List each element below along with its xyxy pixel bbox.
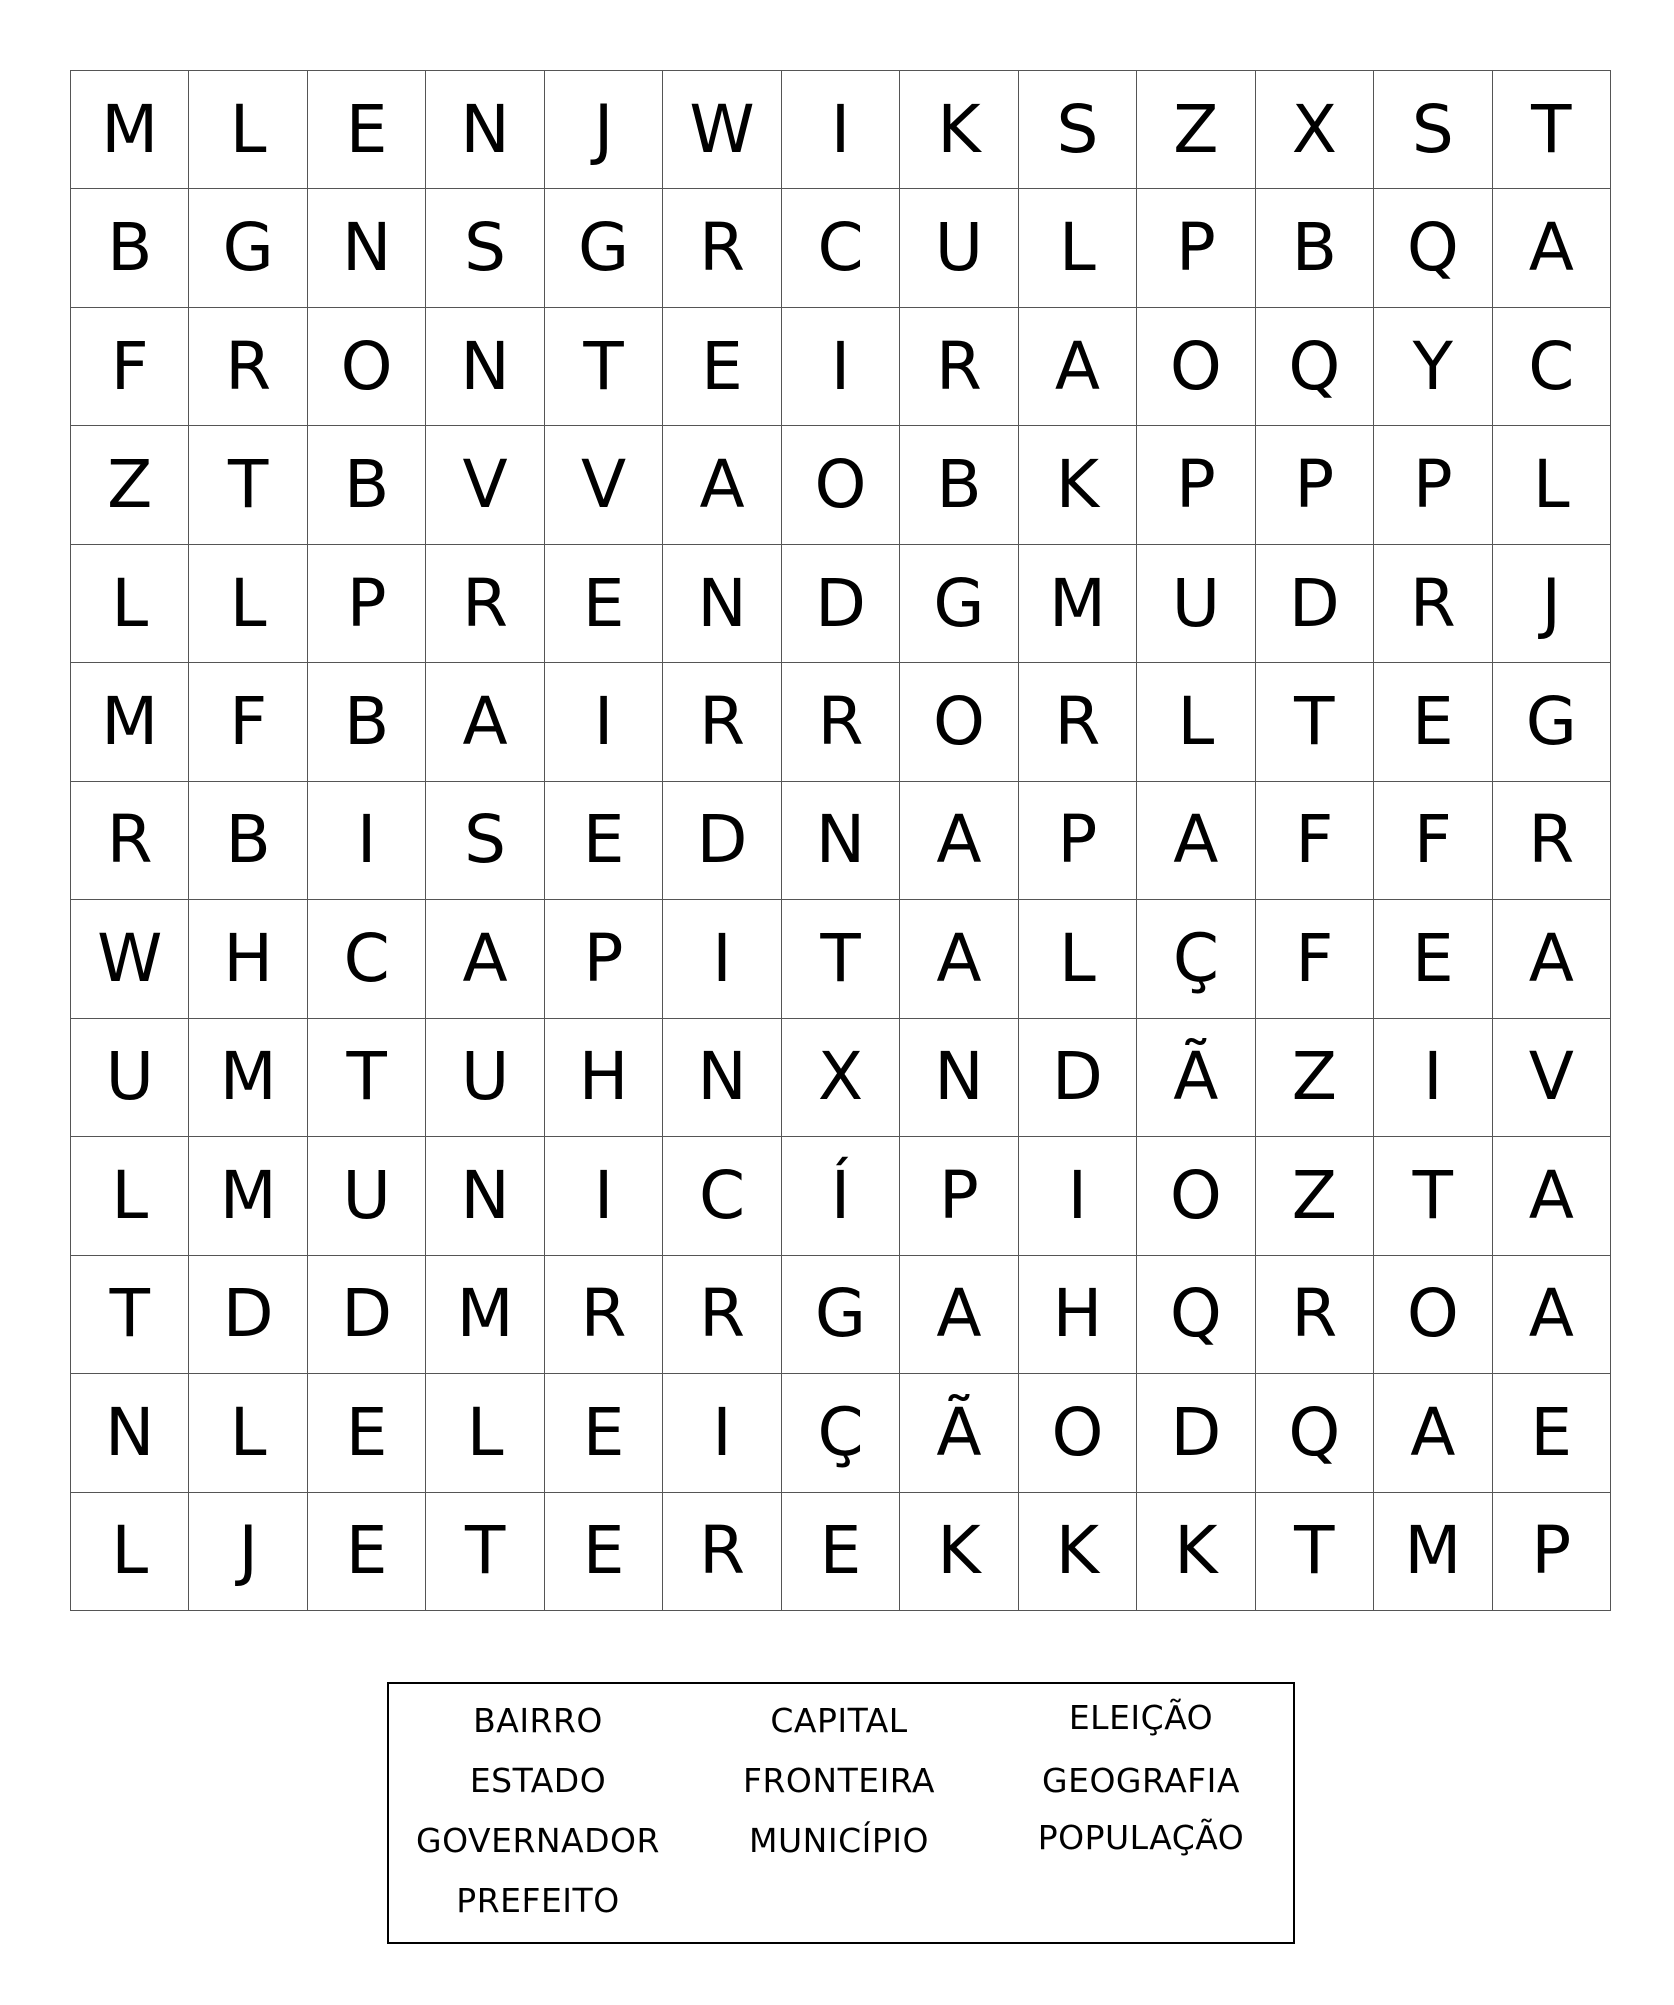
grid-cell[interactable]: R [1256,1256,1374,1374]
grid-cell[interactable]: D [189,1256,307,1374]
grid-cell[interactable]: R [189,308,307,426]
grid-cell[interactable]: A [1493,900,1611,1018]
word-bank-item: GEOGRAFIA [1042,1761,1240,1800]
grid-cell[interactable]: N [426,308,544,426]
grid-cell[interactable]: O [1019,1374,1137,1492]
grid-cell[interactable]: I [545,663,663,781]
grid-cell[interactable]: Q [1137,1256,1255,1374]
grid-cell[interactable]: K [900,71,1018,189]
grid-cell[interactable]: P [545,900,663,1018]
grid-cell[interactable]: U [308,1137,426,1255]
grid-cell[interactable]: U [426,1019,544,1137]
grid-cell[interactable]: F [71,308,189,426]
grid-cell[interactable]: L [71,1137,189,1255]
grid-cell[interactable]: A [1137,782,1255,900]
grid-cell[interactable]: M [1019,545,1137,663]
word-bank-item: MUNICÍPIO [749,1821,929,1860]
grid-cell[interactable]: T [1256,1493,1374,1611]
grid-cell[interactable]: S [426,189,544,307]
grid-cell[interactable]: M [189,1137,307,1255]
grid-cell[interactable]: M [189,1019,307,1137]
grid-cell[interactable]: P [1019,782,1137,900]
grid-cell[interactable]: G [782,1256,900,1374]
grid-cell[interactable]: R [1493,782,1611,900]
grid-cell[interactable]: N [782,782,900,900]
grid-cell[interactable]: C [663,1137,781,1255]
grid-cell[interactable]: S [1374,71,1492,189]
grid-cell[interactable]: Ã [1137,1019,1255,1137]
grid-cell[interactable]: F [189,663,307,781]
grid-cell[interactable]: A [1019,308,1137,426]
word-bank-item: BAIRRO [473,1701,603,1740]
word-bank [387,1682,1295,1944]
grid-cell[interactable]: A [426,663,544,781]
grid-cell[interactable]: L [71,545,189,663]
grid-cell[interactable]: O [1374,1256,1492,1374]
grid-cell[interactable]: O [308,308,426,426]
grid-cell[interactable]: S [1019,71,1137,189]
grid-cell[interactable]: Ç [1137,900,1255,1018]
grid-cell[interactable]: I [663,1374,781,1492]
grid-cell[interactable]: R [1374,545,1492,663]
grid-cell[interactable]: U [1137,545,1255,663]
grid-cell[interactable]: C [782,189,900,307]
grid-cell[interactable]: K [1019,1493,1137,1611]
grid-cell[interactable]: H [1019,1256,1137,1374]
grid-cell[interactable]: C [1493,308,1611,426]
grid-cell[interactable]: R [545,1256,663,1374]
grid-cell[interactable]: B [900,426,1018,544]
grid-cell[interactable]: G [1493,663,1611,781]
grid-cell[interactable]: Z [71,426,189,544]
grid-cell[interactable]: H [189,900,307,1018]
grid-cell[interactable]: O [1137,308,1255,426]
grid-cell[interactable]: N [71,1374,189,1492]
grid-cell[interactable]: I [782,71,900,189]
grid-cell[interactable]: J [189,1493,307,1611]
grid-cell[interactable]: O [900,663,1018,781]
grid-cell[interactable]: R [900,308,1018,426]
grid-cell[interactable]: A [663,426,781,544]
grid-cell[interactable]: I [1019,1137,1137,1255]
grid-cell[interactable]: E [545,782,663,900]
grid-cell[interactable]: Ç [782,1374,900,1492]
grid-cell[interactable]: M [71,71,189,189]
grid-cell[interactable]: T [189,426,307,544]
grid-cell[interactable]: F [1374,782,1492,900]
grid-cell[interactable]: Z [1137,71,1255,189]
grid-cell[interactable]: A [900,782,1018,900]
grid-cell[interactable]: P [900,1137,1018,1255]
grid-cell[interactable]: S [426,782,544,900]
grid-cell[interactable]: L [1019,900,1137,1018]
grid-cell[interactable]: U [900,189,1018,307]
grid-cell[interactable]: K [900,1493,1018,1611]
grid-cell[interactable]: P [308,545,426,663]
grid-cell[interactable]: Y [1374,308,1492,426]
grid-cell[interactable]: R [71,782,189,900]
grid-cell[interactable]: G [189,189,307,307]
grid-cell[interactable]: N [426,1137,544,1255]
grid-cell[interactable]: E [1374,900,1492,1018]
grid-cell[interactable]: L [1493,426,1611,544]
grid-cell[interactable]: E [782,1493,900,1611]
grid-cell[interactable]: E [1493,1374,1611,1492]
word-bank-item: ESTADO [469,1761,607,1800]
grid-cell[interactable]: R [663,1493,781,1611]
grid-cell[interactable]: L [189,1374,307,1492]
grid-cell[interactable]: V [426,426,544,544]
grid-cell[interactable]: O [782,426,900,544]
grid-cell[interactable]: D [1137,1374,1255,1492]
word-bank-item: POPULAÇÃO [1037,1818,1245,1857]
grid-cell[interactable]: N [663,545,781,663]
grid-cell[interactable]: A [1493,189,1611,307]
grid-cell[interactable]: Z [1256,1137,1374,1255]
grid-cell[interactable]: X [1256,71,1374,189]
word-bank-item: CAPITAL [770,1701,908,1740]
grid-cell[interactable]: G [900,545,1018,663]
grid-cell[interactable]: H [545,1019,663,1137]
grid-cell[interactable]: R [1019,663,1137,781]
grid-cell[interactable]: I [308,782,426,900]
grid-cell[interactable]: N [663,1019,781,1137]
grid-cell[interactable]: J [1493,545,1611,663]
grid-cell[interactable]: Z [1256,1019,1374,1137]
grid-cell[interactable]: T [426,1493,544,1611]
grid-cell[interactable]: A [900,900,1018,1018]
word-search-grid [70,70,1611,1611]
grid-cell[interactable]: I [782,308,900,426]
grid-cell[interactable]: D [308,1256,426,1374]
grid-cell[interactable]: A [900,1256,1018,1374]
grid-cell[interactable]: N [900,1019,1018,1137]
grid-cell[interactable]: Q [1256,1374,1374,1492]
grid-cell[interactable]: K [1137,1493,1255,1611]
grid-cell[interactable]: G [545,189,663,307]
grid-cell[interactable]: W [663,71,781,189]
grid-cell[interactable]: U [71,1019,189,1137]
grid-cell[interactable]: T [782,900,900,1018]
grid-cell[interactable]: B [308,426,426,544]
grid-cell[interactable]: A [1374,1374,1492,1492]
grid-cell[interactable]: J [545,71,663,189]
grid-cell[interactable]: E [1374,663,1492,781]
grid-cell[interactable]: T [1374,1137,1492,1255]
grid-cell[interactable]: L [1137,663,1255,781]
grid-cell[interactable]: P [1493,1493,1611,1611]
grid-cell[interactable]: N [426,71,544,189]
grid-cell[interactable]: D [1019,1019,1137,1137]
grid-cell[interactable]: R [782,663,900,781]
grid-cell[interactable]: B [189,782,307,900]
grid-cell[interactable]: E [545,1493,663,1611]
grid-cell[interactable]: E [308,71,426,189]
grid-cell[interactable]: D [782,545,900,663]
grid-cell[interactable]: R [663,663,781,781]
grid-cell[interactable]: L [71,1493,189,1611]
grid-cell[interactable]: E [308,1493,426,1611]
grid-cell[interactable]: K [1019,426,1137,544]
grid-cell[interactable]: D [663,782,781,900]
grid-cell[interactable]: E [663,308,781,426]
grid-cell[interactable]: I [545,1137,663,1255]
grid-cell[interactable]: T [1493,71,1611,189]
grid-cell[interactable]: L [189,545,307,663]
grid-cell[interactable]: L [426,1374,544,1492]
grid-cell[interactable]: P [1256,426,1374,544]
grid-cell[interactable]: E [545,545,663,663]
grid-cell[interactable]: M [426,1256,544,1374]
grid-cell[interactable]: E [545,1374,663,1492]
grid-cell[interactable]: D [1256,545,1374,663]
word-bank-item: FRONTEIRA [743,1761,935,1800]
word-bank-item: GOVERNADOR [416,1821,660,1860]
grid-cell[interactable]: V [545,426,663,544]
grid-cell[interactable]: Ã [900,1374,1018,1492]
grid-cell[interactable]: T [308,1019,426,1137]
grid-cell[interactable]: V [1493,1019,1611,1137]
grid-cell[interactable]: A [1493,1256,1611,1374]
grid-cell[interactable]: Í [782,1137,900,1255]
grid-cell[interactable]: Q [1374,189,1492,307]
grid-cell[interactable]: T [1256,663,1374,781]
grid-cell[interactable]: I [1374,1019,1492,1137]
grid-cell[interactable]: F [1256,782,1374,900]
grid-cell[interactable]: X [782,1019,900,1137]
grid-cell[interactable]: L [1019,189,1137,307]
grid-cell[interactable]: R [426,545,544,663]
grid-cell[interactable]: M [1374,1493,1492,1611]
grid-cell[interactable]: M [71,663,189,781]
grid-cell[interactable]: P [1137,426,1255,544]
word-bank-item: PREFEITO [456,1881,620,1920]
grid-cell[interactable]: F [1256,900,1374,1018]
grid-cell[interactable]: R [663,189,781,307]
grid-cell[interactable]: P [1374,426,1492,544]
grid-cell[interactable]: A [426,900,544,1018]
grid-cell[interactable]: Q [1256,308,1374,426]
grid-cell[interactable]: B [71,189,189,307]
grid-cell[interactable]: T [71,1256,189,1374]
grid-cell[interactable]: W [71,900,189,1018]
grid-cell[interactable]: B [1256,189,1374,307]
grid-cell[interactable]: R [663,1256,781,1374]
grid-cell[interactable]: A [1493,1137,1611,1255]
grid-cell[interactable]: O [1137,1137,1255,1255]
grid-cell[interactable]: E [308,1374,426,1492]
grid-cell[interactable]: N [308,189,426,307]
word-bank-item: ELEIÇÃO [1068,1698,1214,1737]
grid-cell[interactable]: T [545,308,663,426]
grid-cell[interactable]: P [1137,189,1255,307]
grid-cell[interactable]: I [663,900,781,1018]
grid-cell[interactable]: L [189,71,307,189]
grid-cell[interactable]: C [308,900,426,1018]
grid-cell[interactable]: B [308,663,426,781]
